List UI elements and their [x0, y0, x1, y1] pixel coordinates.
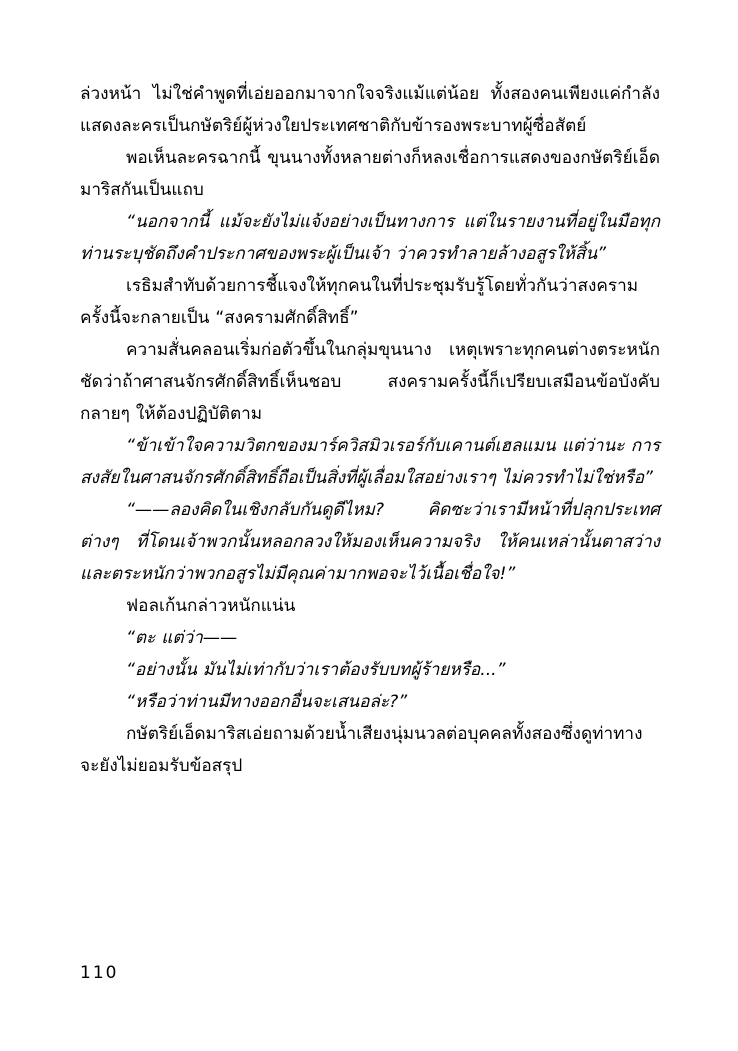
paragraph-2: พอเห็นละครฉากนี้ ขุนนางทั้งหลายต่างก็หลงเชื่อการแสดงของกษัตริย์เอ็ดมาริสกันเป็นแถบ	[80, 148, 660, 200]
paragraph-7: “——ลองคิดในเชิงกลับกันดูดีไหม? คิดซะว่าเรามีหน้าที่ปลุกประเทศต่างๆ ที่โดนเจ้าพวกนั้นหลอกลวงให้มองเห็นความจริง ให้คนเหล่านั้นตาสว่างและตระหนักว่าพวกอสูรไม่มีคุณค่ามากพอจะไว้เนื้อเชื่อใจ!”	[80, 500, 660, 584]
paragraph-5: ความสั่นคลอนเริ่มก่อตัวขึ้นในกลุ่มขุนนาง เหตุเพราะทุกคนต่างตระหนักชัดว่าถ้าศาสนจักรศักดิ์สิทธิ์เห็นชอบ สงครามครั้งนี้ก็เปรียบเสมือนข้อบังคับกลายๆ ให้ต้องปฏิบัติตาม	[80, 340, 660, 424]
paragraph-1: ล่วงหน้า ไม่ใช่คำพูดที่เอ่ยออกมาจากใจจริงแม้แต่น้อย ทั้งสองคนเพียงแค่กำลังแสดงละครเป็นกษัตริย์ผู้ห่วงใยประเทศชาติกับข้ารองพระบาทผู้ซื่อสัตย์	[80, 84, 660, 136]
paragraph-10: “อย่างนั้น มันไม่เท่ากับว่าเราต้องรับบทผู้ร้ายหรือ...”	[126, 660, 506, 680]
paragraph-4: เรธิมสำทับด้วยการชี้แจงให้ทุกคนในที่ประชุมรับรู้โดยทั่วกันว่าสงครามครั้งนี้จะกลายเป็น “สงครามศักดิ์สิทธิ์”	[80, 276, 639, 328]
paragraph-11: “หรือว่าท่านมีทางออกอื่นจะเสนอล่ะ?”	[126, 692, 408, 712]
page-number: 110	[80, 963, 119, 983]
paragraph-6: “ข้าเข้าใจความวิตกของมาร์ควิสมิวเรอร์กับเคานต์เฮลแมน แต่ว่านะ การสงสัยในศาสนจักรศักดิ์สิทธิ์ถือเป็นสิ่งที่ผู้เลื่อมใสอย่างเราๆ ไม่ควรทำไม่ใช่หรือ”	[80, 436, 660, 488]
paragraph-3: “นอกจากนี้ แม้จะยังไม่แจ้งอย่างเป็นทางการ แต่ในรายงานที่อยู่ในมือทุกท่านระบุชัดถึงคำประกาศของพระผู้เป็นเจ้า ว่าควรทำลายล้างอสูรให้สิ้น”	[80, 212, 660, 264]
paragraph-8: ฟอลเก้นกล่าวหนักแน่น	[126, 596, 296, 616]
paragraph-9: “ตะ แต่ว่า——	[126, 628, 238, 648]
paragraph-12: กษัตริย์เอ็ดมาริสเอ่ยถามด้วยน้ำเสียงนุ่มนวลต่อบุคคลทั้งสองซึ่งดูท่าทางจะยังไม่ยอมรับข้อสรุป	[80, 724, 643, 776]
page-body	[80, 78, 660, 782]
